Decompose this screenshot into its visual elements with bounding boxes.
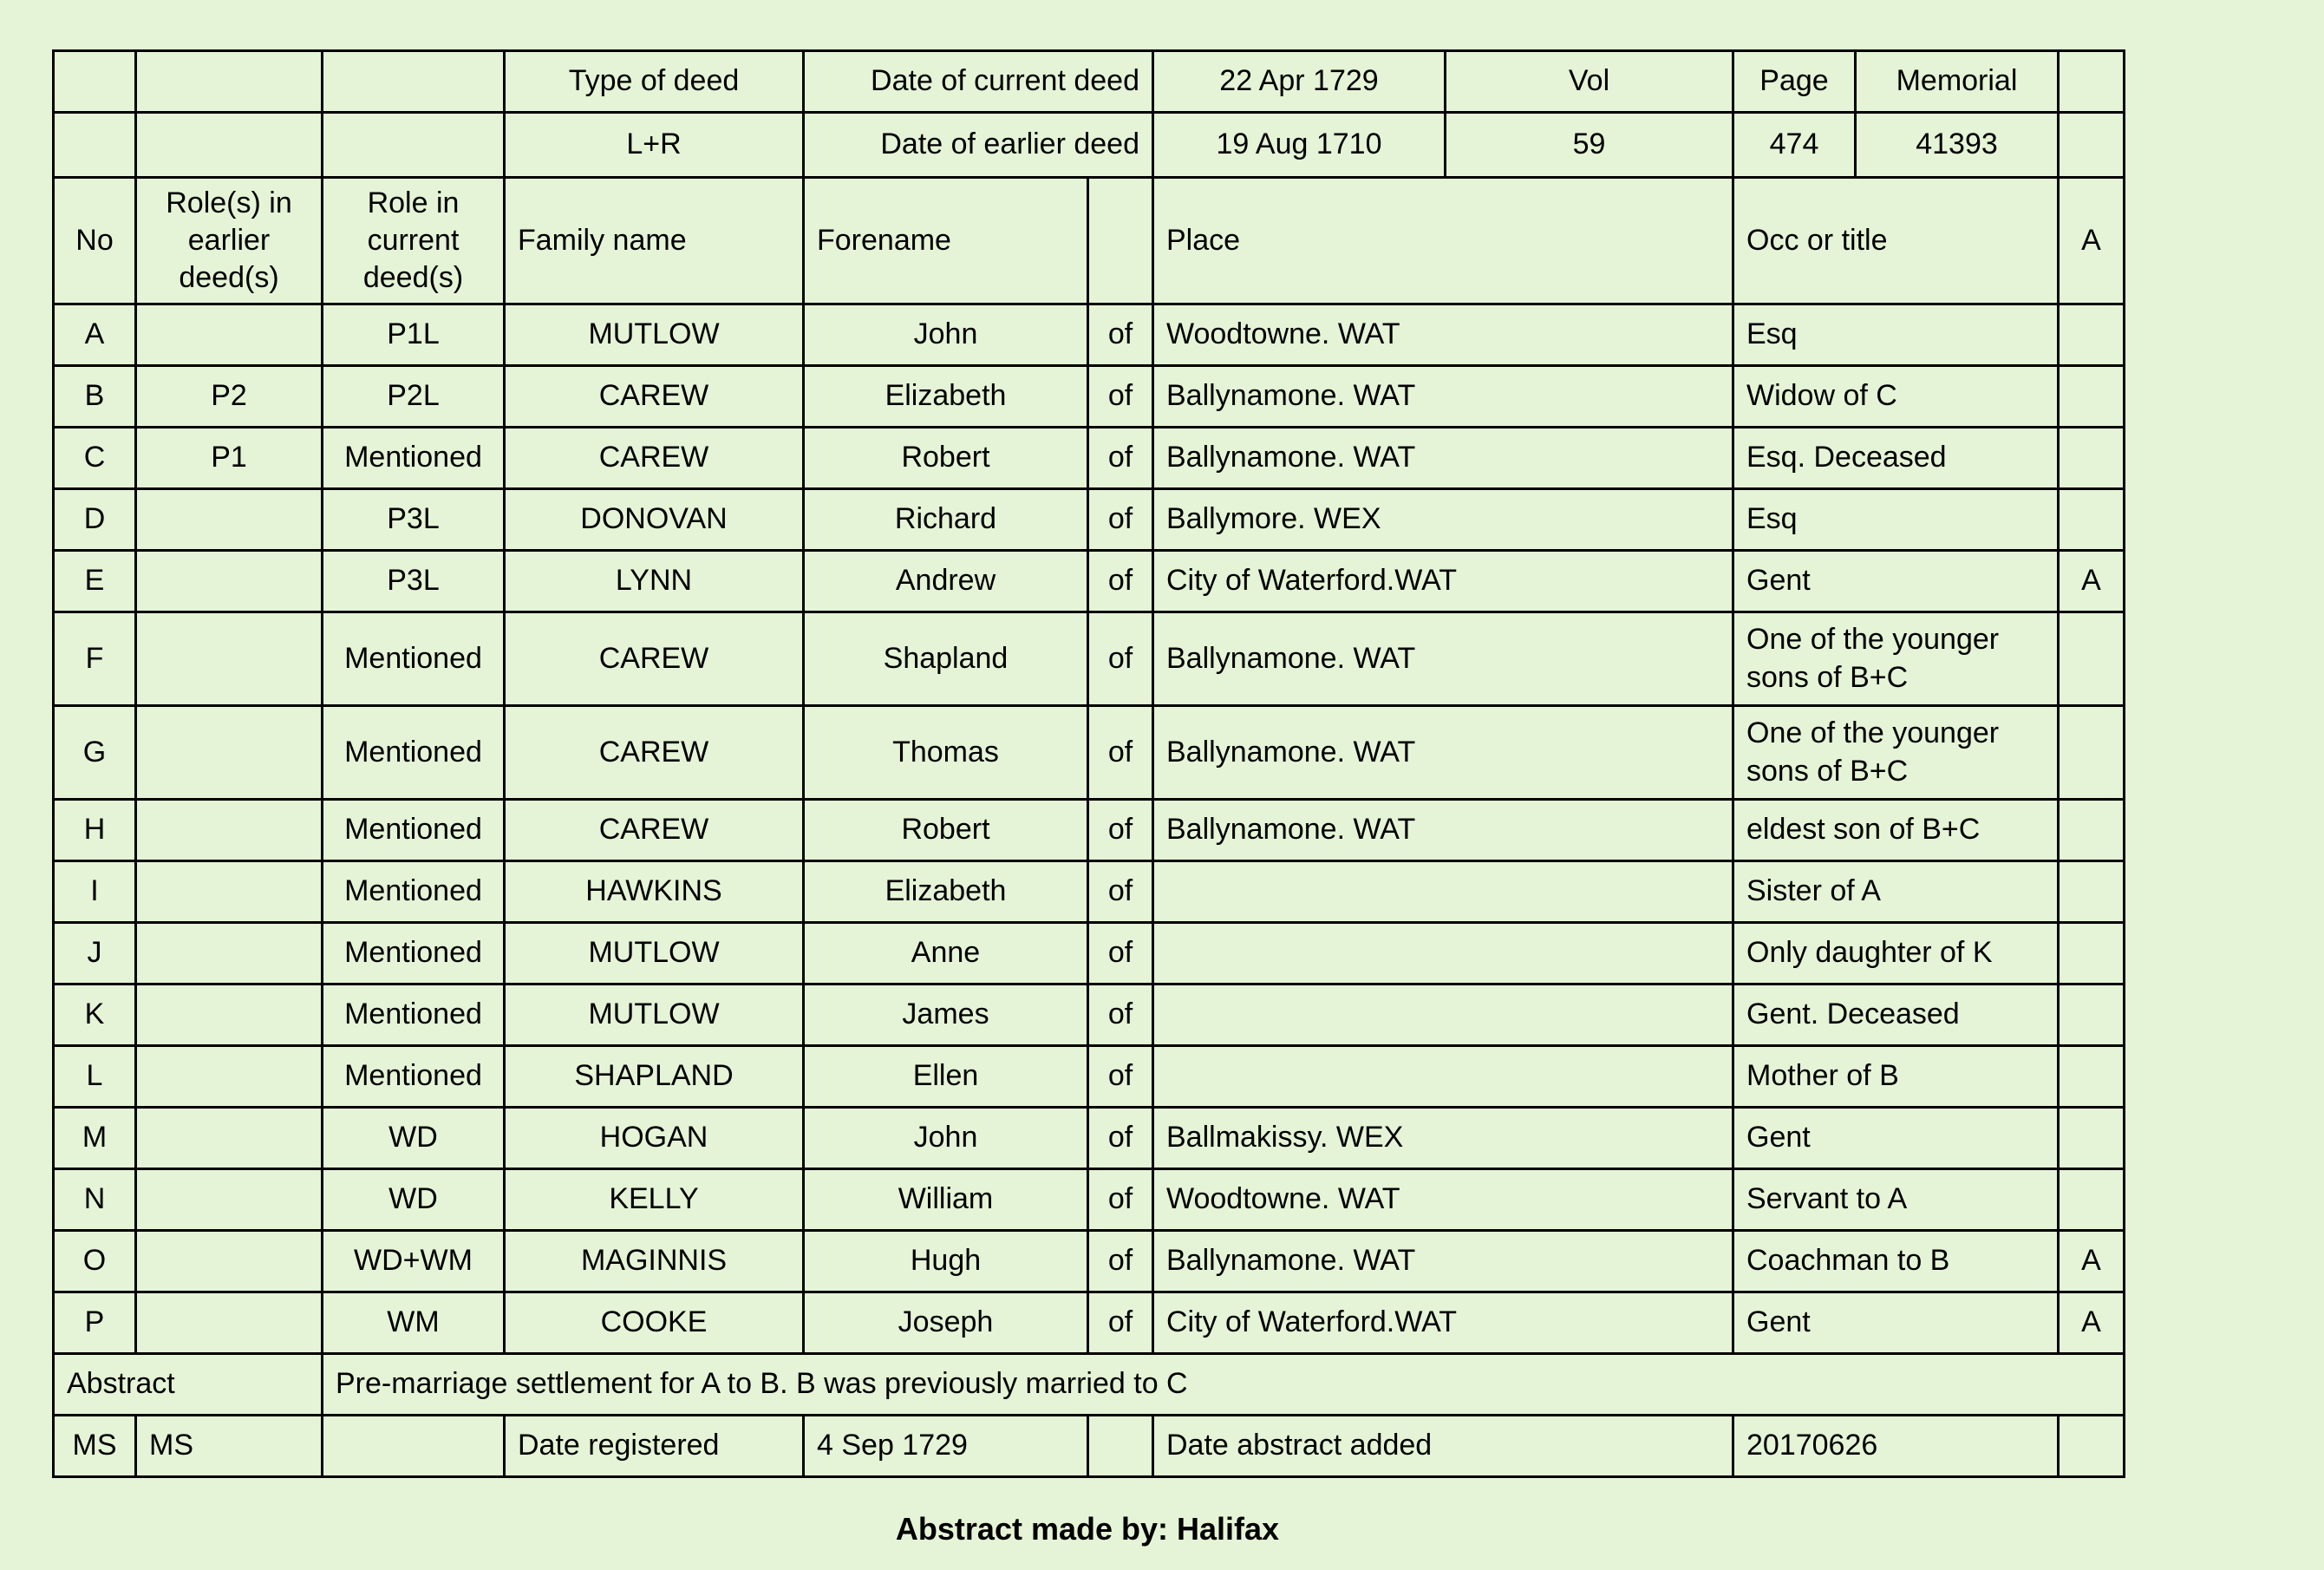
person-role-earlier (136, 1108, 323, 1169)
person-row-j (54, 923, 2125, 985)
person-of: of (1088, 1046, 1153, 1108)
person-role-current: P3L (323, 489, 505, 551)
person-forename: William (804, 1169, 1088, 1231)
abstract-row (54, 1354, 2125, 1416)
person-family-name: CAREW (505, 428, 804, 489)
person-no: C (54, 428, 136, 489)
col-header-of (1088, 178, 1153, 304)
person-row-c (54, 428, 2125, 489)
person-no: M (54, 1108, 136, 1169)
person-place: Woodtowne. WAT (1153, 304, 1733, 366)
person-occ: Gent (1733, 551, 2059, 612)
person-no: N (54, 1169, 136, 1231)
person-family-name: DONOVAN (505, 489, 804, 551)
person-role-current: WD (323, 1108, 505, 1169)
col-header-role-earlier: Role(s) in earlier deed(s) (136, 178, 323, 304)
ms-row (54, 1416, 2125, 1477)
person-a-flag (2059, 612, 2125, 706)
person-occ: Servant to A (1733, 1169, 2059, 1231)
person-family-name: MUTLOW (505, 985, 804, 1046)
person-forename: James (804, 985, 1088, 1046)
type-of-deed-label: Type of deed (505, 51, 804, 113)
date-of-current-deed-value: 22 Apr 1729 (1153, 51, 1446, 113)
person-a-flag (2059, 1046, 2125, 1108)
person-family-name: CAREW (505, 612, 804, 706)
person-place: Ballynamone. WAT (1153, 366, 1733, 428)
person-role-earlier (136, 551, 323, 612)
person-row-h (54, 800, 2125, 861)
person-no: O (54, 1231, 136, 1292)
person-no: H (54, 800, 136, 861)
empty-cell (54, 51, 136, 113)
person-of: of (1088, 304, 1153, 366)
person-of: of (1088, 1292, 1153, 1354)
person-of: of (1088, 1231, 1153, 1292)
col-header-family-name: Family name (505, 178, 804, 304)
col-header-place: Place (1153, 178, 1733, 304)
person-role-current: Mentioned (323, 428, 505, 489)
person-of: of (1088, 551, 1153, 612)
person-place: Ballmakissy. WEX (1153, 1108, 1733, 1169)
person-role-current: Mentioned (323, 985, 505, 1046)
person-of: of (1088, 923, 1153, 985)
person-role-current: P1L (323, 304, 505, 366)
person-no: D (54, 489, 136, 551)
person-no: K (54, 985, 136, 1046)
empty-cell (2059, 1416, 2125, 1477)
empty-cell (323, 51, 505, 113)
person-a-flag (2059, 861, 2125, 923)
person-of: of (1088, 861, 1153, 923)
person-role-earlier (136, 612, 323, 706)
deed-header-row-1 (54, 51, 2125, 113)
person-row-m (54, 1108, 2125, 1169)
type-of-deed-value: L+R (505, 113, 804, 178)
person-family-name: MUTLOW (505, 304, 804, 366)
person-role-current: WM (323, 1292, 505, 1354)
person-role-earlier (136, 1292, 323, 1354)
person-a-flag: A (2059, 1231, 2125, 1292)
person-a-flag (2059, 304, 2125, 366)
person-no: J (54, 923, 136, 985)
person-row-g (54, 706, 2125, 800)
person-no: I (54, 861, 136, 923)
person-forename: Elizabeth (804, 366, 1088, 428)
person-forename: Shapland (804, 612, 1088, 706)
person-of: of (1088, 985, 1153, 1046)
person-place (1153, 923, 1733, 985)
person-row-i (54, 861, 2125, 923)
person-occ: Sister of A (1733, 861, 2059, 923)
person-role-current: Mentioned (323, 612, 505, 706)
col-header-a: A (2059, 178, 2125, 304)
person-occ: Widow of C (1733, 366, 2059, 428)
person-no: A (54, 304, 136, 366)
person-role-earlier (136, 1046, 323, 1108)
person-place: Ballynamone. WAT (1153, 1231, 1733, 1292)
person-family-name: KELLY (505, 1169, 804, 1231)
abstract-label: Abstract (54, 1354, 323, 1416)
person-role-earlier: P1 (136, 428, 323, 489)
person-forename: Robert (804, 800, 1088, 861)
person-of: of (1088, 706, 1153, 800)
person-role-current: Mentioned (323, 861, 505, 923)
person-a-flag (2059, 489, 2125, 551)
person-a-flag (2059, 800, 2125, 861)
person-role-earlier (136, 1169, 323, 1231)
person-of: of (1088, 489, 1153, 551)
person-row-f (54, 612, 2125, 706)
col-header-role-current: Role in current deed(s) (323, 178, 505, 304)
vol-value: 59 (1446, 113, 1733, 178)
person-a-flag (2059, 428, 2125, 489)
person-a-flag (2059, 985, 2125, 1046)
person-forename: Joseph (804, 1292, 1088, 1354)
person-role-earlier (136, 923, 323, 985)
person-no: F (54, 612, 136, 706)
empty-cell (136, 51, 323, 113)
person-role-earlier (136, 706, 323, 800)
person-row-k (54, 985, 2125, 1046)
date-registered-label: Date registered (505, 1416, 804, 1477)
empty-cell (2059, 113, 2125, 178)
person-a-flag: A (2059, 1292, 2125, 1354)
person-place (1153, 1046, 1733, 1108)
person-occ: Esq (1733, 304, 2059, 366)
person-forename: Andrew (804, 551, 1088, 612)
date-of-earlier-deed-value: 19 Aug 1710 (1153, 113, 1446, 178)
person-place: Ballynamone. WAT (1153, 800, 1733, 861)
page-value: 474 (1733, 113, 1856, 178)
person-row-o (54, 1231, 2125, 1292)
person-no: P (54, 1292, 136, 1354)
person-a-flag (2059, 1108, 2125, 1169)
person-place: Ballymore. WEX (1153, 489, 1733, 551)
person-role-earlier (136, 985, 323, 1046)
person-occ: Esq. Deceased (1733, 428, 2059, 489)
person-forename: Anne (804, 923, 1088, 985)
person-place: Ballynamone. WAT (1153, 706, 1733, 800)
person-place: Woodtowne. WAT (1153, 1169, 1733, 1231)
memorial-label: Memorial (1856, 51, 2059, 113)
person-family-name: CAREW (505, 706, 804, 800)
person-forename: John (804, 304, 1088, 366)
deed-abstract-table (52, 49, 2125, 1478)
column-header-row (54, 178, 2125, 304)
person-place: Ballynamone. WAT (1153, 612, 1733, 706)
person-forename: John (804, 1108, 1088, 1169)
person-occ: Coachman to B (1733, 1231, 2059, 1292)
person-role-current: P3L (323, 551, 505, 612)
date-registered-value: 4 Sep 1729 (804, 1416, 1088, 1477)
person-role-current: P2L (323, 366, 505, 428)
person-role-current: Mentioned (323, 1046, 505, 1108)
person-forename: Ellen (804, 1046, 1088, 1108)
person-role-earlier (136, 489, 323, 551)
person-no: B (54, 366, 136, 428)
person-no: L (54, 1046, 136, 1108)
person-place (1153, 861, 1733, 923)
vol-label: Vol (1446, 51, 1733, 113)
date-of-earlier-deed-label: Date of earlier deed (804, 113, 1153, 178)
abstract-made-by-text: Abstract made by: Halifax (895, 1511, 1280, 1547)
date-abstract-added-label: Date abstract added (1153, 1416, 1733, 1477)
person-forename: Elizabeth (804, 861, 1088, 923)
deed-header-row-2 (54, 113, 2125, 178)
person-row-a (54, 304, 2125, 366)
col-header-forename: Forename (804, 178, 1088, 304)
person-family-name: MUTLOW (505, 923, 804, 985)
person-a-flag: A (2059, 551, 2125, 612)
empty-cell (1088, 1416, 1153, 1477)
person-forename: Thomas (804, 706, 1088, 800)
person-occ: Gent. Deceased (1733, 985, 2059, 1046)
page-label: Page (1733, 51, 1856, 113)
person-occ: Mother of B (1733, 1046, 2059, 1108)
person-role-earlier: P2 (136, 366, 323, 428)
person-forename: Hugh (804, 1231, 1088, 1292)
person-place: Ballynamone. WAT (1153, 428, 1733, 489)
person-a-flag (2059, 706, 2125, 800)
ms-no: MS (54, 1416, 136, 1477)
person-occ: Gent (1733, 1292, 2059, 1354)
empty-cell (54, 113, 136, 178)
person-of: of (1088, 366, 1153, 428)
person-row-n (54, 1169, 2125, 1231)
date-abstract-added-value: 20170626 (1733, 1416, 2059, 1477)
person-a-flag (2059, 923, 2125, 985)
person-of: of (1088, 1108, 1153, 1169)
person-family-name: MAGINNIS (505, 1231, 804, 1292)
person-row-l (54, 1046, 2125, 1108)
person-family-name: COOKE (505, 1292, 804, 1354)
person-no: G (54, 706, 136, 800)
ms-role-earlier: MS (136, 1416, 323, 1477)
person-family-name: SHAPLAND (505, 1046, 804, 1108)
person-role-current: Mentioned (323, 706, 505, 800)
person-no: E (54, 551, 136, 612)
person-of: of (1088, 428, 1153, 489)
person-occ: Esq (1733, 489, 2059, 551)
person-of: of (1088, 612, 1153, 706)
person-of: of (1088, 1169, 1153, 1231)
memorial-value: 41393 (1856, 113, 2059, 178)
person-family-name: HOGAN (505, 1108, 804, 1169)
person-role-earlier (136, 800, 323, 861)
person-occ: eldest son of B+C (1733, 800, 2059, 861)
person-role-current: WD (323, 1169, 505, 1231)
col-header-no: No (54, 178, 136, 304)
empty-cell (136, 113, 323, 178)
person-role-earlier (136, 304, 323, 366)
deed-abstract-sheet (52, 49, 2125, 1478)
person-place (1153, 985, 1733, 1046)
person-role-current: Mentioned (323, 800, 505, 861)
person-a-flag (2059, 1169, 2125, 1231)
person-occ: One of the younger sons of B+C (1733, 612, 2059, 706)
person-row-d (54, 489, 2125, 551)
person-of: of (1088, 800, 1153, 861)
person-row-p (54, 1292, 2125, 1354)
person-role-current: Mentioned (323, 923, 505, 985)
person-role-earlier (136, 861, 323, 923)
abstract-text: Pre-marriage settlement for A to B. B was previously married to C (323, 1354, 2125, 1416)
person-family-name: HAWKINS (505, 861, 804, 923)
empty-cell (323, 1416, 505, 1477)
date-of-current-deed-label: Date of current deed (804, 51, 1153, 113)
person-role-earlier (136, 1231, 323, 1292)
person-family-name: CAREW (505, 800, 804, 861)
person-forename: Richard (804, 489, 1088, 551)
person-row-b (54, 366, 2125, 428)
person-a-flag (2059, 366, 2125, 428)
person-place: City of Waterford.WAT (1153, 1292, 1733, 1354)
empty-cell (2059, 51, 2125, 113)
col-header-occ-or-title: Occ or title (1733, 178, 2059, 304)
person-family-name: LYNN (505, 551, 804, 612)
person-family-name: CAREW (505, 366, 804, 428)
person-role-current: WD+WM (323, 1231, 505, 1292)
person-occ: Gent (1733, 1108, 2059, 1169)
person-forename: Robert (804, 428, 1088, 489)
person-place: City of Waterford.WAT (1153, 551, 1733, 612)
person-row-e (54, 551, 2125, 612)
person-occ: One of the younger sons of B+C (1733, 706, 2059, 800)
empty-cell (323, 113, 505, 178)
person-occ: Only daughter of K (1733, 923, 2059, 985)
